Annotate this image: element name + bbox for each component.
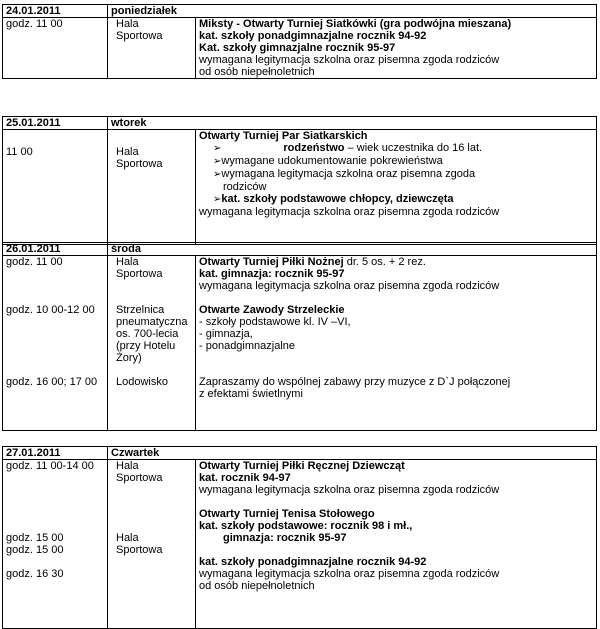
schedule-day-3 (2, 242, 597, 431)
event-place: Hala Sportowa (108, 130, 196, 245)
day-weekday: środa (108, 243, 597, 256)
event-description: Otwarty Turniej Piłki Nożnej dr. 5 os. + 2 rez. kat. gimnazja: rocznik 95-97 wymagana legitymacja szkolna oraz pisemna zgoda rodziców Otwarte Zawody Strzeleckie - szkoły podstawowe kl. IV –VI, - gimnazja, - ponadgimnazjalne Zapraszamy do wspólnej zabawy przy muzyce z D`J połączonej z efektami świetlnymi (196, 256, 597, 431)
list-item: ➢wymagane udokumentowanie pokrewieństwa (213, 155, 443, 167)
schedule-day-1 (2, 4, 597, 79)
day-date: 25.01.2011 (3, 117, 108, 130)
event-time: godz. 11 00 godz. 10 00-12 00 godz. 16 00; 17 00 (3, 256, 108, 431)
day-weekday: poniedziałek (108, 5, 597, 18)
event-place: Hala Sportowa Strzelnica pneumatyczna os. 700-lecia (przy Hotelu Żory) Lodowisko (108, 256, 196, 431)
day-date: 27.01.2011 (3, 447, 108, 460)
list-item: rodziców (223, 181, 267, 193)
event-place: Hala Sportowa (108, 18, 196, 79)
list-item: ➢wymagana legitymacja szkolna oraz pisemna zgoda (213, 168, 476, 180)
day-weekday: Czwartek (108, 447, 597, 460)
day-weekday: wtorek (108, 117, 597, 130)
event-description: Miksty - Otwarty Turniej Siatkówki (gra podwójna mieszana) kat. szkoły ponadgimnazjalne rocznik 94-92 Kat. szkoły gimnazjalne rocznik 95-97 wymagana legitymacja szkolna oraz pisemna zgoda rodziców od osób niepełnoletnich (196, 18, 597, 79)
schedule-day-4 (2, 446, 597, 629)
list-item: ➢ rodzeństwo – wiek uczestnika do 16 lat. (213, 142, 483, 154)
event-time: 11 00 (3, 130, 108, 245)
event-description: Otwarty Turniej Piłki Ręcznej Dziewcząt kat. rocznik 94-97 wymagana legitymacja szkolna oraz pisemna zgoda rodziców Otwarty Turniej Tenisa Stołowego kat. szkoły podstawowe: rocznik 98 i mł., gimnazja: rocznik 95-97 kat. szkoły ponadgimnazjalne rocznik 94-92 wymagana legitymacja szkolna oraz pisemna zgoda rodziców od osób niepełnoletnich (196, 460, 597, 629)
event-footer: wymagana legitymacja szkolna oraz pisemna zgoda rodziców (199, 206, 500, 218)
event-time: godz. 11 00-14 00 godz. 15 00 godz. 15 00 godz. 16 30 (3, 460, 108, 629)
list-item: ➢kat. szkoły podstawowe chłopcy, dziewczęta (213, 193, 454, 205)
day-date: 26.01.2011 (3, 243, 108, 256)
event-place: Hala Sportowa Hala Sportowa (108, 460, 196, 629)
event-description: Otwarty Turniej Par Siatkarskich ➢ rodzeństwo – wiek uczestnika do 16 lat. ➢wymagane udokumentowanie pokrewieństwa ➢wymagana legitymacja szkolna oraz pisemna zgoda rodziców ➢kat. szkoły podstawowe chłopcy, dziewczęta wymagana legitymacja szkolna oraz pisemna zgoda rodziców (196, 130, 597, 245)
schedule-day-2 (2, 116, 597, 245)
event-time: godz. 11 00 (3, 18, 108, 79)
day-date: 24.01.2011 (3, 5, 108, 18)
